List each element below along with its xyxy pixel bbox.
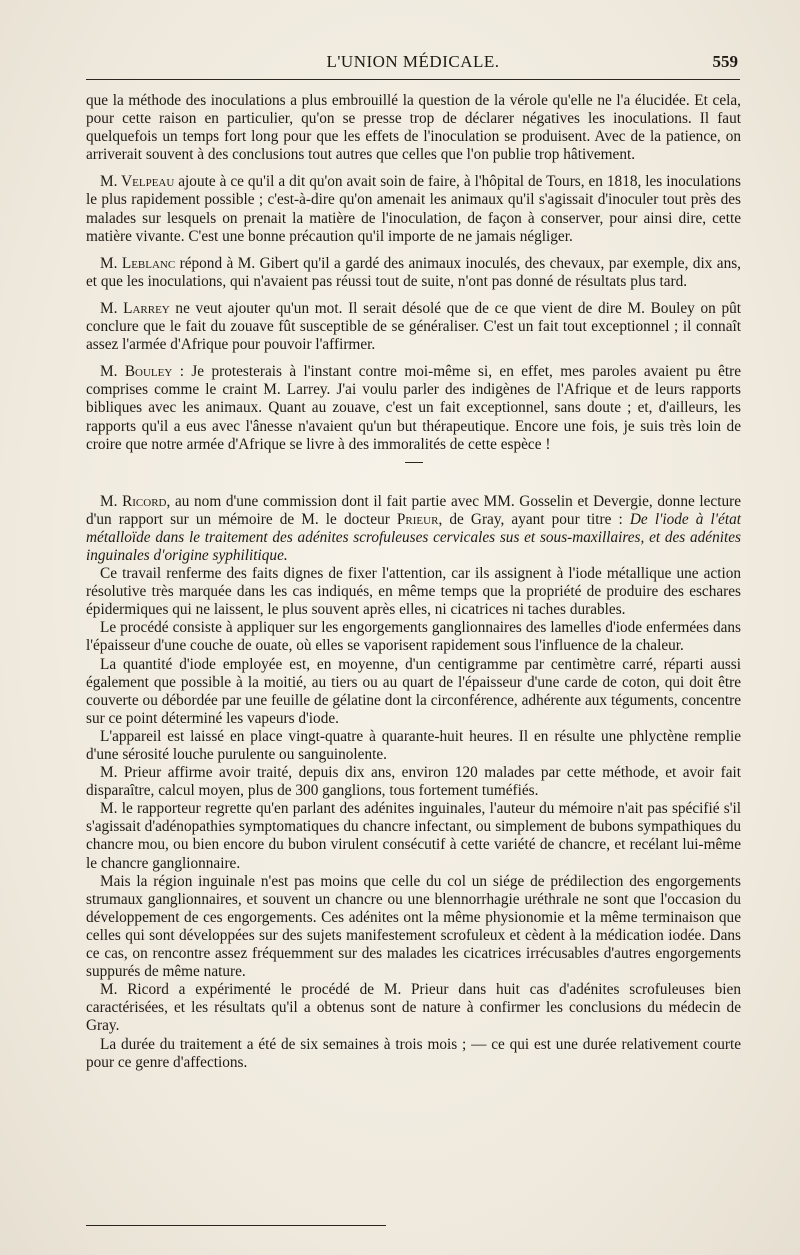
page-header (86, 52, 740, 82)
paragraph: Ce travail renferme des faits dignes de fixer l'attention, car ils assignent à l'iode métallique une action résolutive très marquée dans les cas indiqués, en même temps que la propriété de produire des eschares épidermiques qui ne laissent, le plus souvent après elles, ni cicatrices ni taches durables. (86, 565, 741, 619)
paragraph: M. Bouley : Je protesterais à l'instant contre moi-même si, en effet, mes paroles avaient pu être comprises comme le craint M. Larrey. J'ai voulu parler des indigènes de l'Afrique et de leurs rapports bibliques avec les animaux. Quant au zouave, c'est un fait exceptionnel, sans doute ; et, d'ailleurs, les rapports qu'il a eus avec l'ânesse n'avaient qu'un but thérapeutique. Encore une fois, je suis très loin de croire que notre armée d'Afrique se livre à des immoralités de cette espèce ! (86, 363, 741, 453)
paragraph: M. Leblanc répond à M. Gibert qu'il a gardé des animaux inoculés, des chevaux, par exemple, dix ans, et que les inoculations, qui n'avaient pas réussi tout de suite, n'ont pas donné de résultats plus tard. (86, 254, 741, 290)
paragraph: La quantité d'iode employée est, en moyenne, d'un centigramme par centimètre carré, réparti aussi également que possible à la moitié, au tiers ou au quart de l'épaisseur d'une carde de coton, qui doit être couverte ou débordée par une feuille de gélatine dont la circonférence, adhérente aux téguments, concentre sur ce point déterminé les vapeurs d'iode. (86, 655, 741, 727)
running-title: L'UNION MÉDICALE. (326, 52, 500, 71)
paragraph: La durée du traitement a été de six semaines à trois mois ; — ce qui est une durée relativement courte pour ce genre d'affections. (86, 1035, 741, 1071)
paragraph: M. Ricord, au nom d'une commission dont il fait partie avec MM. Gosselin et Devergie, donne lecture d'un rapport sur un mémoire de M. le docteur Prieur, de Gray, ayant pour titre : De l'iode à l'état métalloïde dans le traitement des adénites scrofuleuses cervicales sus et sous-maxillaires, et des adénites inguinales d'origine syphilitique. (86, 492, 741, 564)
article-body (86, 92, 741, 1072)
footer-rule (86, 1225, 386, 1226)
paragraph: M. Larrey ne veut ajouter qu'un mot. Il serait désolé que de ce que vient de dire M. Bouley on pût conclure que le fait du zouave fût susceptible de se généraliser. C'est un fait tout exceptionnel ; il connaît assez l'armée d'Afrique pour pouvoir l'affirmer. (86, 299, 741, 354)
paragraph: M. Velpeau ajoute à ce qu'il a dit qu'on avait soin de faire, à l'hôpital de Tours, en 1818, les inoculations le plus rapidement possible ; c'est-à-dire qu'on amenait les animaux qu'il s'agissait d'inoculer tout près des malades sur lesquels on prenait la matière de l'inoculation, de façon à conserver, pour ainsi dire, cette matière vivante. C'est une bonne précaution qu'il importe de ne jamais négliger. (86, 173, 741, 245)
paragraph: Le procédé consiste à appliquer sur les engorgements ganglionnaires des lamelles d'iode enfermées dans l'épaisseur d'une couche de ouate, où elles se vaporisent rapidement sous l'influence de la chaleur. (86, 619, 741, 655)
header-rule (86, 79, 740, 80)
paragraph: L'appareil est laissé en place vingt-quatre à quarante-huit heures. Il en résulte une phlyctène remplie d'une sérosité louche purulente ou sanguinolente. (86, 727, 741, 763)
section-divider (405, 462, 423, 463)
paragraph: Mais la région inguinale n'est pas moins que celle du col un siége de prédilection des engorgements strumaux ganglionnaires, et souvent un chancre ou une blennorrhagie uréthrale ne sont que l'occasion du développement de ces engorgements. Ces adénites ont la même physionomie et la même terminaison que celles qui sont développées sur des sujets manifestement scrofuleux et cèdent à la médication iodée. Dans ce cas, on rencontre assez fréquemment sur des malades les cicatrices irrécusables d'autres engorgements suppurés de même nature. (86, 872, 741, 981)
paragraph: M. Prieur affirme avoir traité, depuis dix ans, environ 120 malades par cette méthode, et avoir fait disparaître, calcul moyen, plus de 300 ganglions, tous fortement tuméfiés. (86, 764, 741, 800)
page-number: 559 (712, 52, 738, 71)
paragraph: M. le rapporteur regrette qu'en parlant des adénites inguinales, l'auteur du mémoire n'ait pas spécifié s'il s'agissait d'adénopathies symptomatiques du chancre infectant, ou simplement de bubons sympathiques du chancre mou, ou bien encore du bubon virulent consécutif à cette variété de chancre, et recélant lui-même le chancre ganglionnaire. (86, 800, 741, 872)
paragraph: M. Ricord a expérimenté le procédé de M. Prieur dans huit cas d'adénites scrofuleuses bien caractérisées, et les résultats qu'il a obtenus sont de nature à confirmer les conclusions du médecin de Gray. (86, 981, 741, 1035)
paragraph: que la méthode des inoculations a plus embrouillé la question de la vérole qu'elle ne l'a élucidée. Et cela, pour cette raison en particulier, qu'on se presse trop de déclarer négatives les inoculations. Il faut quelquefois un temps fort long pour que les effets de l'inoculation se produisent. Avec de la patience, on arriverait souvent à des conclusions tout autres que celles que l'on publie trop hâtivement. (86, 92, 741, 164)
